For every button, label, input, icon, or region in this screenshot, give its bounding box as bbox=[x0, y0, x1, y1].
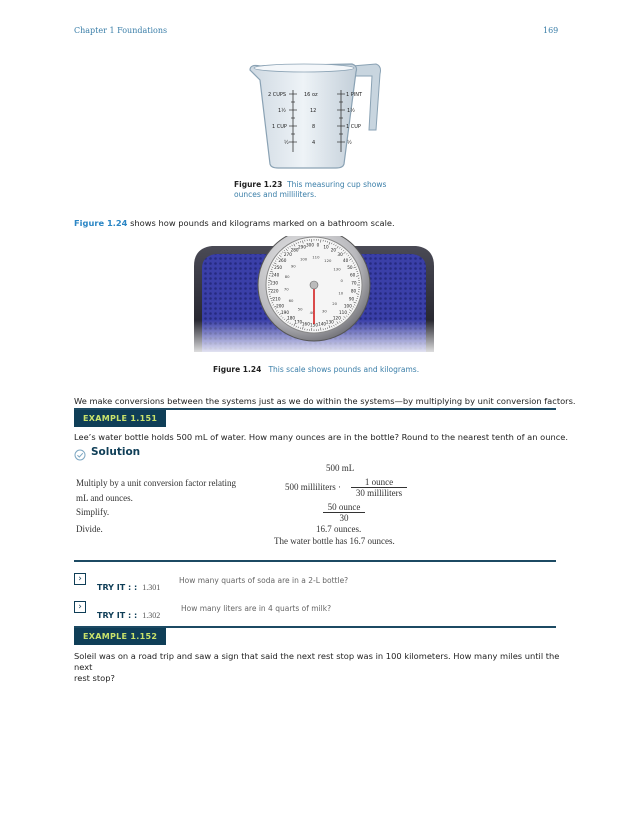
dial-label-kg: 70 bbox=[283, 286, 289, 292]
dial-label-lb: 220 bbox=[270, 288, 279, 294]
dial-label-lb: 290 bbox=[298, 244, 306, 250]
figure-link[interactable]: Figure 1.24 bbox=[74, 218, 128, 228]
cup-mark: 1 CUP bbox=[346, 124, 361, 130]
step-1-expression: 500 milliliters · bbox=[285, 482, 341, 492]
fraction-numerator: 1 ounce bbox=[351, 477, 407, 488]
chapter-title: Chapter 1 Foundations bbox=[74, 26, 168, 35]
dial-label-lb: 300 bbox=[306, 242, 314, 248]
dial-label-kg: 100 bbox=[299, 256, 308, 262]
dial-label-kg: 60 bbox=[288, 298, 294, 304]
dial-label-kg: 50 bbox=[297, 306, 303, 312]
dial-label-lb: 160 bbox=[301, 321, 310, 327]
cup-mark: 8 bbox=[312, 124, 316, 130]
dial-label-lb: 50 bbox=[347, 264, 353, 270]
example-tag: EXAMPLE 1.151 bbox=[74, 410, 166, 427]
dial-label-kg: 0 bbox=[340, 277, 343, 283]
dial-label-kg: 90 bbox=[290, 263, 296, 269]
try-it-number: 1.301 bbox=[142, 583, 161, 592]
cup-mark: 1½ bbox=[278, 108, 287, 114]
step-1-description: Multiply by a unit conversion factor relating mL and ounces. bbox=[76, 478, 236, 503]
dial-label-lb: 240 bbox=[271, 272, 280, 278]
dial-label-lb: 120 bbox=[332, 315, 341, 321]
dial-label-lb: 250 bbox=[274, 264, 283, 270]
step-2-description: Simplify. bbox=[76, 507, 110, 517]
cup-mark: ½ bbox=[347, 140, 352, 146]
measuring-cup-image bbox=[248, 60, 384, 172]
dial-label-lb: 260 bbox=[278, 258, 287, 263]
dial-label-kg: 30 bbox=[321, 308, 327, 314]
conversion-sentence: We make conversions between the systems just as we do within the systems—by multiplying by unit conversion factors. bbox=[74, 396, 576, 406]
dial-label-lb: 90 bbox=[348, 296, 355, 302]
check-circle-icon bbox=[74, 446, 86, 458]
dial-label-lb: 0 bbox=[316, 242, 320, 248]
try-it-question: How many liters are in 4 quarts of milk? bbox=[181, 604, 332, 613]
example-problem: Lee’s water bottle holds 500 mL of water. How many ounces are in the bottle? Round to the nearest tenth of an ounce. bbox=[74, 432, 569, 442]
dial-label-lb: 40 bbox=[342, 258, 349, 263]
try-it-question: How many quarts of soda are in a 2-L bottle? bbox=[179, 576, 349, 585]
caption-text: ounces and milliliters. bbox=[234, 190, 317, 199]
try-it-1302 bbox=[97, 603, 160, 622]
given-value: 500 mL bbox=[326, 463, 355, 473]
dial-label-lb: 190 bbox=[281, 310, 289, 316]
dial-label-lb: 10 bbox=[323, 244, 329, 250]
step-3-description: Divide. bbox=[76, 524, 103, 534]
dial-label-lb: 170 bbox=[294, 319, 303, 325]
try-it-label: TRY IT : : bbox=[97, 611, 138, 620]
cup-mark: 1 CUP bbox=[272, 124, 287, 130]
dial-label-lb: 230 bbox=[270, 280, 279, 286]
try-it-number: 1.302 bbox=[142, 611, 161, 620]
figure-label: Figure 1.24 bbox=[213, 365, 262, 374]
example-conclusion: The water bottle has 16.7 ounces. bbox=[274, 536, 395, 546]
try-it-label: TRY IT : : bbox=[97, 583, 138, 592]
dial-label-lb: 110 bbox=[339, 310, 347, 316]
figure-1-23-caption bbox=[234, 180, 386, 200]
dial-label-kg: 80 bbox=[284, 274, 290, 280]
caption-text: This scale shows pounds and kilograms. bbox=[268, 365, 420, 374]
dial-label-lb: 30 bbox=[337, 252, 343, 258]
step-3-result: 16.7 ounces. bbox=[316, 524, 362, 534]
dial-label-lb: 210 bbox=[272, 296, 281, 302]
cup-mark: 16 oz bbox=[304, 92, 318, 98]
example-tag: EXAMPLE 1.152 bbox=[74, 628, 166, 645]
cup-mark: 2 CUPS bbox=[268, 92, 287, 98]
figure-1-24-caption bbox=[213, 365, 419, 375]
dial-label-lb: 20 bbox=[330, 247, 337, 253]
dial-label-lb: 200 bbox=[276, 303, 285, 309]
dial-label-lb: 150 bbox=[310, 322, 318, 328]
chevron-right-icon[interactable]: › bbox=[74, 573, 86, 585]
step-1-fraction bbox=[351, 477, 407, 498]
caption-text: This measuring cup shows bbox=[287, 180, 387, 189]
dial-label-lb: 280 bbox=[290, 247, 299, 253]
dial-label-lb: 140 bbox=[318, 321, 327, 327]
dial-label-lb: 100 bbox=[343, 303, 352, 309]
example-problem: Soleil was on a road trip and saw a sign that said the next rest stop was in 100 kilometers. How many miles until the next rest stop? bbox=[74, 651, 560, 683]
fraction-numerator: 50 ounce bbox=[323, 502, 365, 513]
try-it-1301 bbox=[97, 575, 160, 594]
figure-reference-sentence bbox=[74, 218, 395, 228]
solution-heading: Solution bbox=[91, 446, 141, 458]
figure-label: Figure 1.23 bbox=[234, 180, 283, 189]
dial-label-kg: 10 bbox=[338, 290, 344, 296]
dial-label-kg: 120 bbox=[324, 257, 332, 263]
step-2-fraction bbox=[323, 502, 365, 523]
fraction-denominator: 30 milliliters bbox=[355, 488, 403, 498]
cup-mark: 12 bbox=[310, 108, 317, 114]
dial-label-kg: 20 bbox=[332, 301, 338, 307]
dial-label-kg: 130 bbox=[333, 266, 341, 272]
cup-mark: 1½ bbox=[347, 108, 356, 114]
cup-mark: 1 PINT bbox=[346, 92, 363, 98]
dial-label-lb: 60 bbox=[350, 272, 356, 278]
sentence-rest: shows how pounds and kilograms marked on a bathroom scale. bbox=[127, 218, 395, 228]
chevron-right-icon[interactable]: › bbox=[74, 601, 86, 613]
dial-label-lb: 180 bbox=[287, 315, 296, 321]
example-end-divider bbox=[74, 560, 556, 562]
dial-label-kg: 40 bbox=[309, 310, 315, 316]
dial-label-lb: 270 bbox=[283, 252, 292, 258]
fraction-denominator: 30 bbox=[339, 513, 349, 523]
page-number: 169 bbox=[543, 26, 559, 35]
dial-label-lb: 70 bbox=[351, 280, 357, 286]
dial-label-lb: 130 bbox=[325, 319, 334, 325]
cup-mark: 4 bbox=[312, 140, 316, 146]
bathroom-scale-image bbox=[188, 236, 440, 352]
cup-mark: ½ bbox=[284, 140, 289, 146]
dial-label-kg: 110 bbox=[312, 254, 320, 260]
dial-label-lb: 80 bbox=[350, 288, 357, 294]
